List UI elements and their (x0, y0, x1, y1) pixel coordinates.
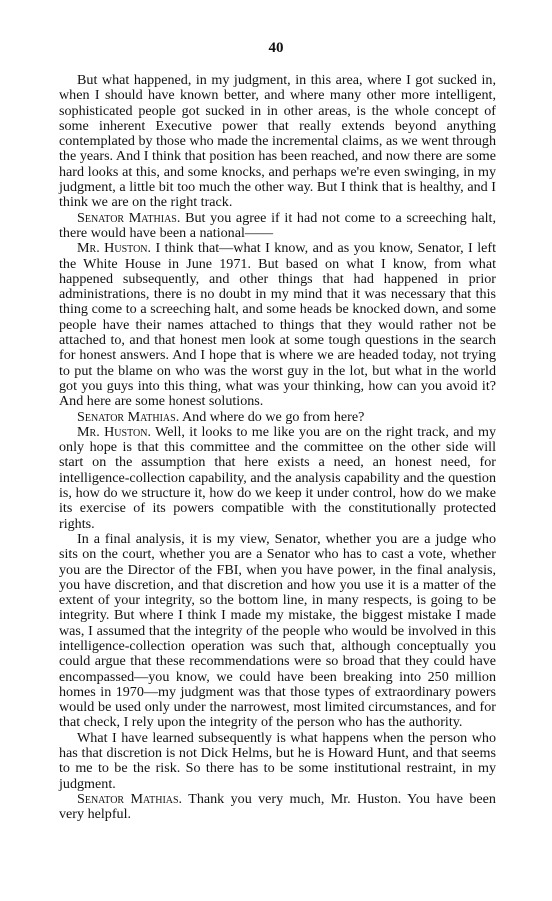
speaker-name: Mr. Huston. (77, 423, 151, 440)
speaker-name: Mr. Huston. (77, 240, 152, 257)
paragraph (59, 792, 496, 823)
paragraph-text: But what happened, in my judgment, in this area, where I got sucked in, when I should have known better, and where many other more intelligent, sophisticated people got sucked in in other areas, is the whole concept of some inherent Executive power that really extends beyond anything contemplated by those who made the incremental claims, as we went through the years. And I think that position has been reached, and now there are some hard looks at this, and some knocks, and perhaps we're even swinging, in my judgment, a little bit too much the other way. But I think that is healthy, and I think we are on the right track. (59, 72, 496, 211)
paragraph-text: I think that—what I know, and as you know, Senator, I left the White House in June 1971. But based on what I know, from what happened subsequently, and other things that had happened in prior administrations, there is no doubt in my mind that it was necessary that this thing come to a screeching halt, and some heads be knocked down, and some people have their names attached to things that they would rather not be attached to, and that honest men look at some tough questions in the search for honest answers. And I hope that is where we are headed today, not trying to put the blame on who was the worst guy in the lot, but what in the world got you guys into this thing, what was your thinking, how can you avoid it? And here are some honest solutions. (59, 240, 496, 410)
paragraph (59, 73, 496, 211)
paragraph-text: And where do we go from here? (182, 408, 365, 425)
paragraph (59, 532, 496, 731)
speaker-name: Senator Mathias. (77, 790, 183, 807)
paragraph (59, 241, 496, 409)
paragraph (59, 731, 496, 792)
paragraph-text: In a final analysis, it is my view, Senator, whether you are a judge who sits on the court, whether you are a Senator who has to cast a vote, whether you are the Director of the FBI, when you have power, in the final analysis, you have discretion, and that discretion and how you use it is a matter of the extent of your integrity, so the bottom line, in many respects, is going to be integrity. But where I think I made my mistake, the biggest mistake I made was, I assumed that the integrity of the people who would be involved in this intelligence-collection operation was such that, although conceptually you could argue that these recommendations were so broad that they could have encompassed—you know, we could have been breaking into 250 million homes in 1970—my judgment was that those types of extraordinary powers would be used only under the narrowest, most limited circumstances, and for that check, I rely upon the integrity of the person who has the authority. (59, 530, 496, 731)
paragraph-text: Well, it looks to me like you are on the right track, and my only hope is that this committee and the committee on the other side will start on the assumption that here exists a need, an honest need, for intelligence-collection capability, and the analysis capability and the question is, how do we structure it, how do we keep it under control, how do we make its exercise of its powers compatible with the constitutionally protected rights. (59, 423, 496, 532)
page-number: 40 (268, 40, 284, 56)
paragraph (59, 211, 496, 242)
paragraph (59, 410, 496, 425)
paragraph-text: What I have learned subsequently is what happens when the person who has that discretion is not Dick Helms, but he is Howard Hunt, and that seems to me to be the risk. So there has to be some institutional restraint, in my judgment. (59, 729, 496, 792)
document-body (59, 73, 496, 823)
speaker-name: Senator Mathias. (77, 408, 180, 425)
paragraph-text: But you agree if it had not come to a screeching halt, there would have been a national—— (59, 209, 496, 241)
paragraph-text: Thank you very much, Mr. Huston. You have been very helpful. (59, 790, 496, 823)
paragraph (59, 425, 496, 532)
speaker-name: Senator Mathias. (77, 209, 181, 226)
